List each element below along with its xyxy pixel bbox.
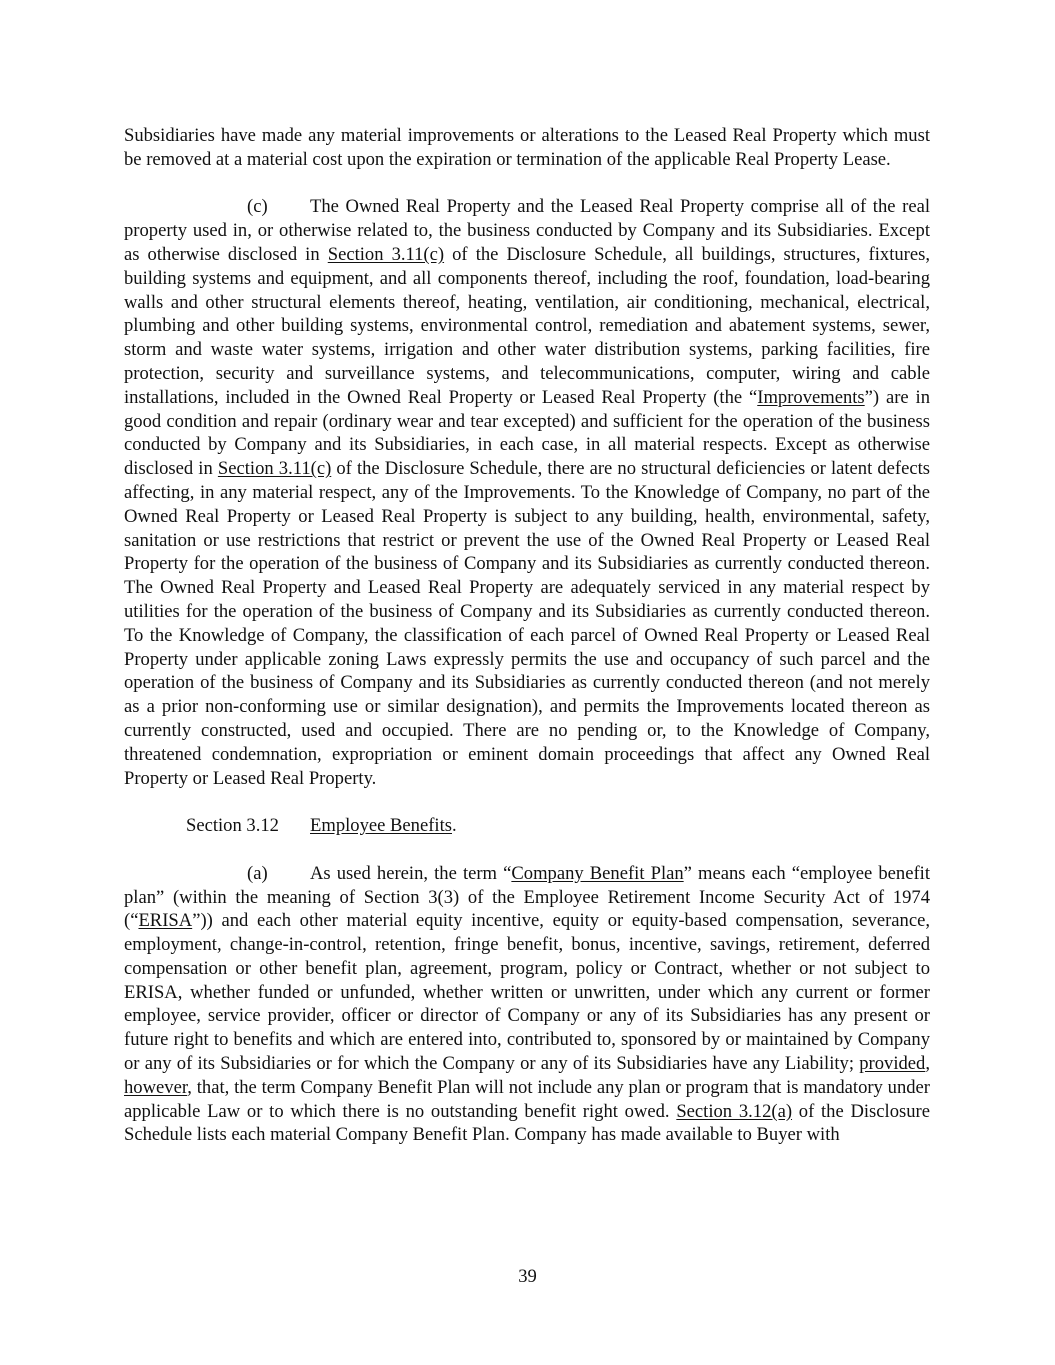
paragraph-c-text-3: ”) are in good condition and repair (ordinary wear and tear excepted) and sufficient for the operation of the business conducted by Company and its Subsidiaries, in each case, in all material respects. Except as otherwise disclosed in bbox=[124, 386, 930, 480]
section-3-12-a-reference: Section 3.12(a) bbox=[676, 1100, 793, 1122]
paragraph-c-text-1: The Owned Real Property and the Leased Real Property comprise all of the real property used in, or otherwise related to, the business conducted by Company and its Subsidiaries. Except as otherwise disclosed in bbox=[124, 196, 930, 265]
paragraph-c-text-2: of the Disclosure Schedule, all buildings, structures, fixtures, building systems and equipment, and all components thereof, including the roof, foundation, load-bearing walls and other structural elements thereof, heating, ventilation, air conditioning, mechanical, electrical, plumbing and other building systems, environmental control, remediation and abatement systems, sewer, storm and waste water systems, irrigation and other water distribution systems, parking facilities, fire protection, security and surveillance systems, and telecommunications, computer, wiring and cable installations, included in the Owned Real Property or Leased Real Property (the “ bbox=[124, 243, 930, 408]
paragraph-a bbox=[124, 862, 930, 1148]
continuation-paragraph: Subsidiaries have made any material improvements or alterations to the Leased Real Property which must be removed at a material cost upon the expiration or termination of the applicable Real Property Lease. bbox=[124, 125, 930, 170]
paragraph-a-text-2: ” means each “employee benefit plan” (within the meaning of Section 3(3) of the Employee Retirement Income Security Act of 1974 (“ bbox=[124, 862, 930, 932]
section-number: Section 3.12 bbox=[186, 815, 279, 837]
enum-label-c: (c) bbox=[247, 196, 268, 218]
section-3-11-c-reference: Section 3.11(c) bbox=[327, 243, 445, 265]
enum-label-a: (a) bbox=[247, 862, 268, 884]
paragraph-a-text-4: , that, the term Company Benefit Plan will not include any plan or program that is mandatory under applicable Law or to which there is no outstanding benefit right owed. bbox=[124, 1076, 930, 1122]
paragraph-c bbox=[124, 195, 930, 790]
improvements-defined-term: Improvements bbox=[757, 386, 865, 408]
paragraph-gap bbox=[124, 172, 930, 196]
paragraph-a-text-3: ”)) and each other material equity incentive, equity or equity-based compensation, severance, employment, change-in-control, retention, fringe benefit, bonus, incentive, savings, retirement, deferred compensation or other benefit plan, agreement, program, policy or Contract, whether or not subject to ERISA, whether funded or unfunded, whether written or unwritten, under which any current or former employee, service provider, officer or director of Company or any of its Subsidiaries has any present or future right to benefits and which are entered into, contributed to, sponsored by or maintained by Company or any of its Subsidiaries or for which the Company or any of its Subsidiaries have any Liability; bbox=[124, 910, 930, 1075]
paragraph-a-text-5: of the Disclosure Schedule lists each material Company Benefit Plan. Company has made available to Buyer with bbox=[124, 1100, 930, 1146]
paragraph-a-comma: , bbox=[925, 1053, 930, 1075]
section-heading bbox=[124, 814, 930, 838]
section-title-period: . bbox=[452, 815, 457, 837]
however-term: however bbox=[124, 1076, 188, 1098]
section-3-11-c-reference-2: Section 3.11(c) bbox=[217, 458, 332, 480]
paragraph-c-text-4: of the Disclosure Schedule, there are no structural deficiencies or latent defects affecting, in any material respect, any of the Improvements. To the Knowledge of Company, no part of the Owned Real Property or Leased Real Property is subject to any building, health, environmental, safety, sanitation or use restrictions that restrict or prevent the use of the Owned Real Property or Leased Real Property for the operation of the business of Company and its Subsidiaries as currently conducted thereon. The Owned Real Property and Leased Real Property are adequately serviced in any material respect by utilities for the operation of the business of Company and its Subsidiaries as currently conducted thereon. To the Knowledge of Company, the classification of each parcel of Owned Real Property or Leased Real Property under applicable zoning Laws expressly permits the use and occupancy of such parcel and the operation of the business of Company and its Subsidiaries as currently conducted thereon (and not merely as a prior non-conforming use or similar designation), and permits the Improvements located thereon as currently constructed, used and occupied. There are no pending or, to the Knowledge of Company, threatened condemnation, expropriation or eminent domain proceedings that affect any Owned Real Property or Leased Real Property. bbox=[124, 458, 931, 789]
provided-term: provided bbox=[859, 1053, 926, 1075]
document-page bbox=[124, 124, 930, 1147]
erisa-defined-term: ERISA bbox=[138, 910, 193, 932]
page-number: 39 bbox=[518, 1266, 537, 1287]
paragraph-gap bbox=[124, 838, 930, 862]
paragraph-a-text-1: As used herein, the term “ bbox=[310, 862, 512, 884]
section-title: Employee Benefits bbox=[310, 815, 452, 837]
paragraph-gap bbox=[124, 790, 930, 814]
company-benefit-plan-defined-term: Company Benefit Plan bbox=[511, 862, 684, 884]
